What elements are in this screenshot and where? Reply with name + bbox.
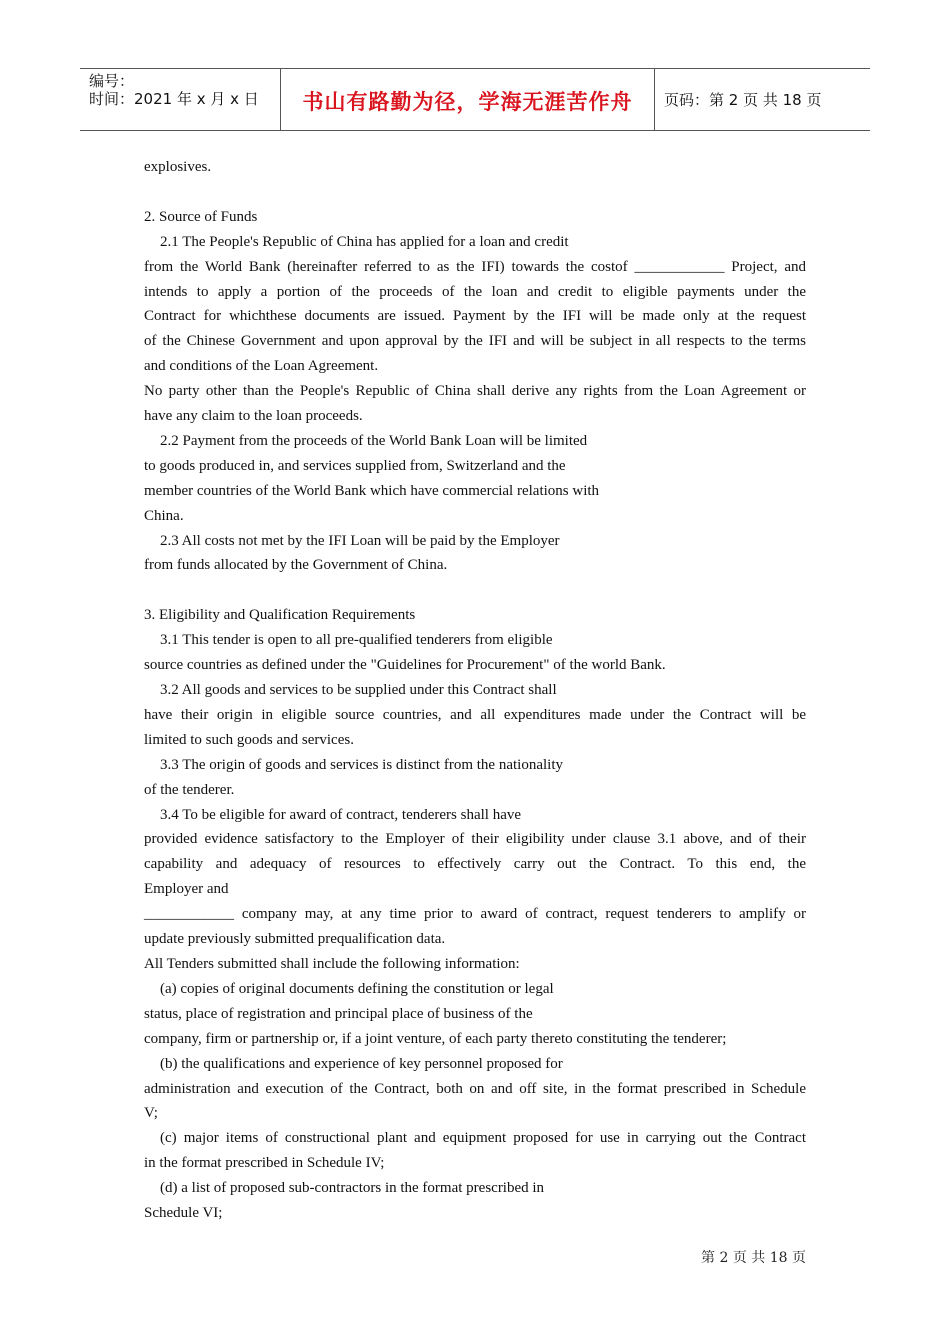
text-line: administration and execution of the Contract, both on and off site, in the format prescribed in Schedule <box>144 1080 806 1097</box>
list-item: (b) the qualifications and experience of key personnel proposed for <box>160 1055 563 1072</box>
text-line: Contract for whichthese documents are issued. Payment by the IFI will be made only at the request <box>144 308 806 325</box>
text-line: update previously submitted prequalification data. <box>144 931 446 948</box>
list-item: (d) a list of proposed sub-contractors in the format prescribed in <box>160 1180 545 1197</box>
text-line: ____________ company may, at any time prior to award of contract, request tenderers to amplify or <box>144 906 806 923</box>
text-line: No party other than the People's Republic of China shall derive any rights from the Loan Agreement or <box>144 383 806 400</box>
text-line: limited to such goods and services. <box>144 731 354 748</box>
header-page-info: 页码：第 2 页 共 18 页 <box>664 91 822 109</box>
text-line: company, firm or partnership or, if a joint venture, of each party thereto constituting the tenderer; <box>144 1030 727 1047</box>
serial-label: 编号： <box>89 72 135 90</box>
text-line: of the Chinese Government and upon approval by the IFI and will be subject in all respects to the terms <box>144 333 806 350</box>
text-line: and conditions of the Loan Agreement. <box>144 358 379 375</box>
header-meta <box>80 69 281 130</box>
text-line: explosives. <box>144 159 212 175</box>
clause-line: 2.1 The People's Republic of China has applied for a loan and credit <box>160 233 569 250</box>
page-header <box>80 68 870 131</box>
text-line: from the World Bank (hereinafter referred to as the IFI) towards the costof ____________ Project, and <box>144 258 806 275</box>
time-label: 时间：2021 年 x 月 x 日 <box>89 90 259 108</box>
clause-line: 3.1 This tender is open to all pre-qualified tenderers from eligible <box>160 632 553 649</box>
clause-line: 2.3 All costs not met by the IFI Loan will be paid by the Employer <box>160 532 560 549</box>
text-line: provided evidence satisfactory to the Employer of their eligibility under clause 3.1 above, and of their <box>144 831 806 848</box>
text-line: Schedule VI; <box>144 1205 223 1222</box>
text-line: member countries of the World Bank which have commercial relations with <box>144 482 600 499</box>
page-footer: 第 2 页 共 18 页 <box>701 1250 806 1266</box>
text-line: of the tenderer. <box>144 781 235 798</box>
text-line: China. <box>144 507 184 524</box>
clause-line: 3.4 To be eligible for award of contract, tenderers shall have <box>160 806 522 823</box>
motto: 书山有路勤为径，学海无涯苦作舟 <box>302 89 633 114</box>
text-line: to goods produced in, and services supplied from, Switzerland and the <box>144 457 566 474</box>
text-line: V; <box>144 1105 158 1122</box>
clause-line: 3.3 The origin of goods and services is distinct from the nationality <box>160 756 563 773</box>
text-line: capability and adequacy of resources to effectively carry out the Contract. To this end, the <box>144 856 806 873</box>
section-heading: 3. Eligibility and Qualification Requirements <box>144 607 416 624</box>
text-line: from funds allocated by the Government of China. <box>144 557 448 574</box>
section-heading: 2. Source of Funds <box>144 208 258 225</box>
list-item: (c) major items of constructional plant and equipment proposed for use in carrying out the Contract <box>160 1130 806 1147</box>
text-line: intends to apply a portion of the proceeds of the loan and credit to eligible payments under the <box>144 283 806 300</box>
text-line: have any claim to the loan proceeds. <box>144 408 363 425</box>
list-item: (a) copies of original documents defining the constitution or legal <box>160 980 554 997</box>
clause-line: 3.2 All goods and services to be supplied under this Contract shall <box>160 682 557 698</box>
text-line: source countries as defined under the "Guidelines for Procurement" of the world Bank. <box>144 657 666 674</box>
header-motto-cell <box>281 69 655 130</box>
text-line: All Tenders submitted shall include the following information: <box>144 955 520 972</box>
clause-line: 2.2 Payment from the proceeds of the World Bank Loan will be limited <box>160 432 588 449</box>
text-line: Employer and <box>144 881 229 898</box>
text-line: status, place of registration and principal place of business of the <box>144 1005 533 1022</box>
document-body <box>144 155 806 1226</box>
text-line: have their origin in eligible source countries, and all expenditures made under the Contract will be <box>144 706 806 723</box>
text-line: in the format prescribed in Schedule IV; <box>144 1155 385 1172</box>
